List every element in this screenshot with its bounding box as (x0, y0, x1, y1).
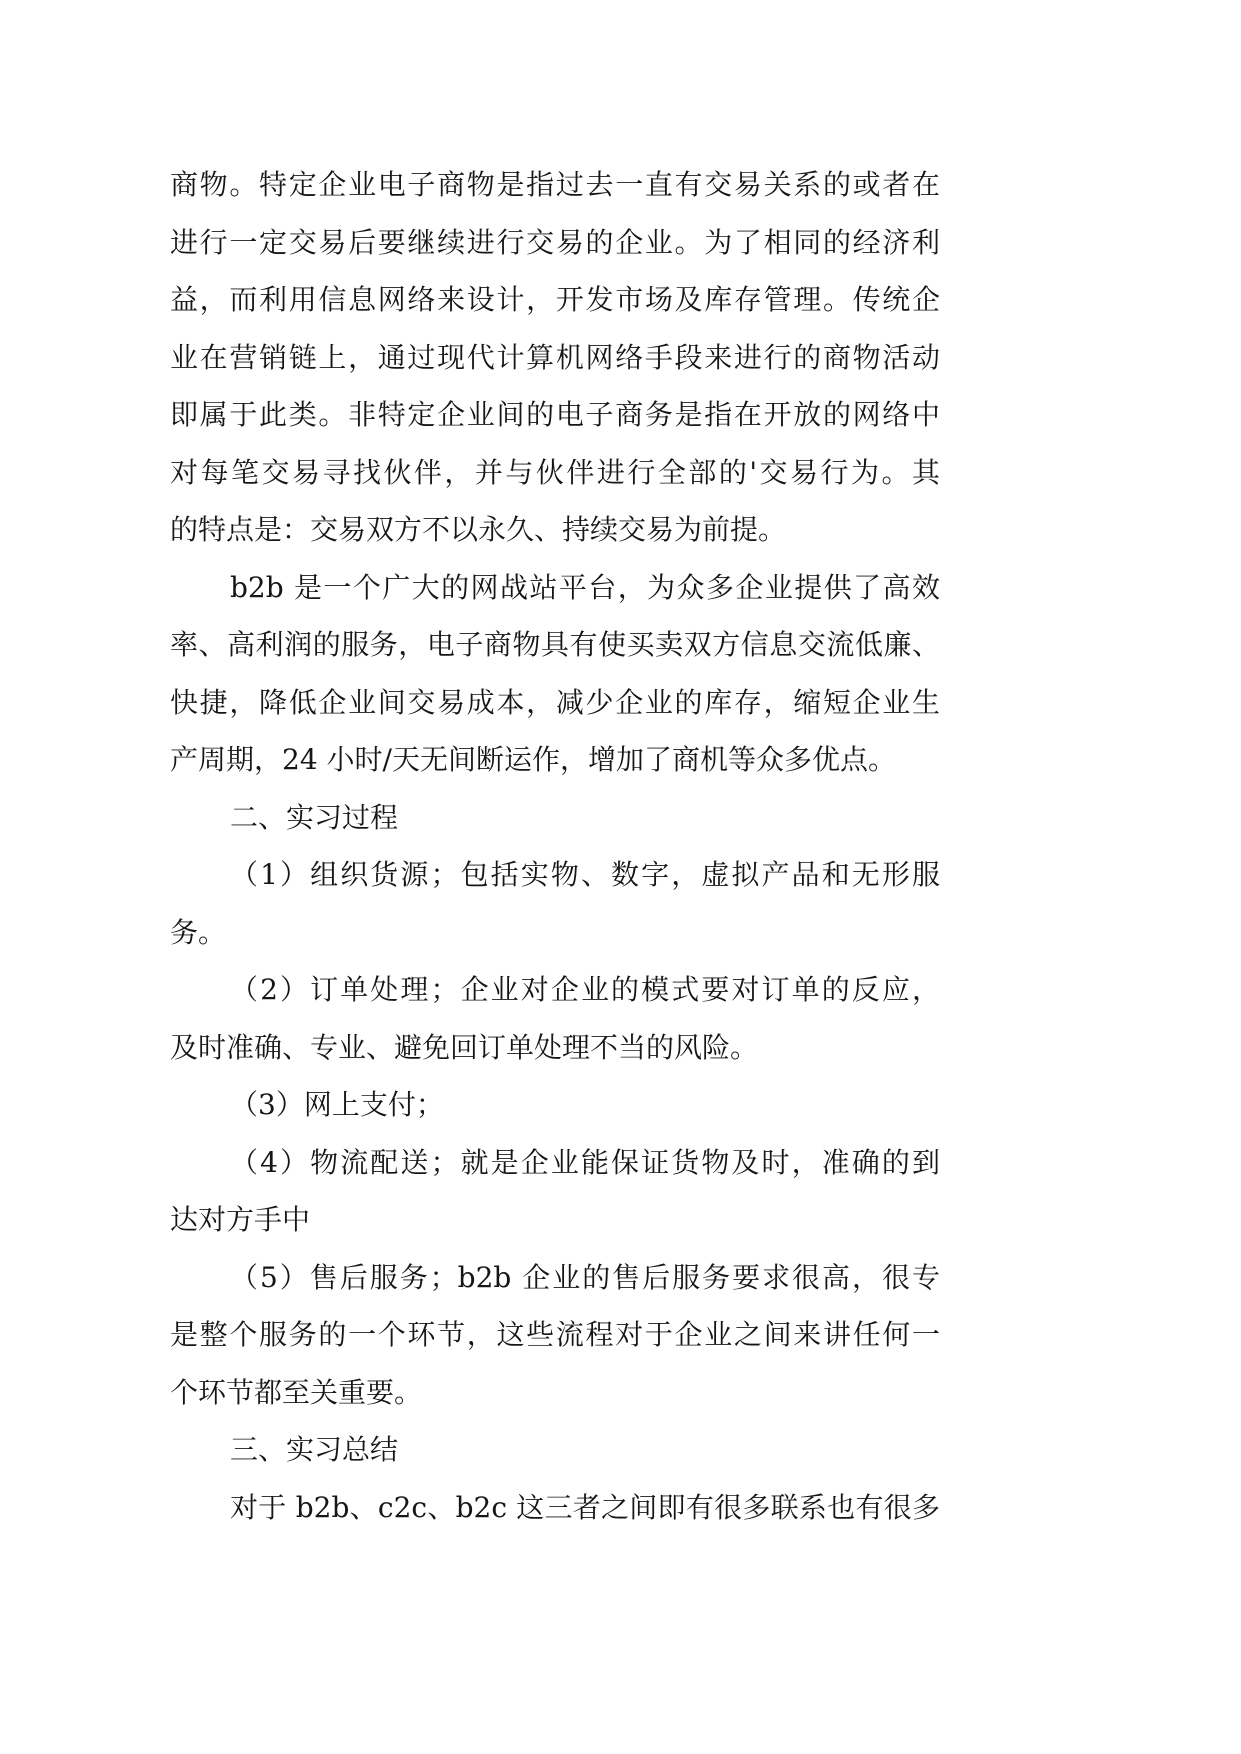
text-line: 对于 b2b、c2c、b2c 这三者之间即有很多联系也有很多 (230, 1490, 940, 1524)
text-line: 率、高利润的服务，电子商物具有使买卖双方信息交流低廉、 (170, 628, 940, 661)
text-line: 及时准确、专业、避免回订单处理不当的风险。 (170, 1030, 759, 1064)
section-heading-text: 二、实习过程 (230, 800, 399, 834)
text-line: 达对方手中 (170, 1203, 311, 1236)
text-line: （2）订单处理；企业对企业的模式要对订单的反应， (230, 973, 940, 1006)
paragraph (170, 559, 940, 789)
text-line: 业在营销链上，通过现代计算机网络手段来进行的商物活动 (170, 340, 940, 374)
text-line: 快捷，降低企业间交易成本，减少企业的库存，缩短企业生 (170, 685, 940, 719)
text-line: 的特点是：交易双方不以永久、持续交易为前提。 (170, 513, 787, 546)
list-item (170, 846, 940, 961)
text-line: （1）组织货源；包括实物、数字，虚拟产品和无形服 (230, 858, 940, 891)
text-line: （4）物流配送；就是企业能保证货物及时，准确的到 (230, 1145, 940, 1179)
text-line: 商物。特定企业电子商物是指过去一直有交易关系的或者在 (170, 168, 940, 201)
list-item (170, 1249, 940, 1422)
text-line: 进行一定交易后要继续进行交易的企业。为了相同的经济利 (170, 225, 940, 259)
section-heading-text: 三、实习总结 (230, 1433, 399, 1466)
list-item (170, 1134, 940, 1249)
text-line: b2b 是一个广大的网战站平台，为众多企业提供了高效 (230, 570, 940, 604)
section-heading (170, 789, 940, 847)
text-line: 即属于此类。非特定企业间的电子商务是指在开放的网络中 (170, 398, 940, 431)
text-line: 是整个服务的一个环节，这些流程对于企业之间来讲任何一 (170, 1318, 940, 1351)
section-heading (170, 1421, 940, 1479)
text-line: （5）售后服务；b2b 企业的售后服务要求很高，很专 (230, 1260, 940, 1294)
paragraph (170, 1479, 940, 1537)
text-line: 对每笔交易寻找伙伴，并与伙伴进行全部的'交易行为。其 (170, 455, 940, 489)
text-line: 个环节都至关重要。 (170, 1375, 423, 1409)
text-line: （3）网上支付； (230, 1088, 444, 1121)
text-line: 益，而利用信息网络来设计，开发市场及库存管理。传统企 (170, 283, 940, 316)
list-item (170, 961, 940, 1076)
paragraph-continued (170, 156, 940, 559)
text-line: 产周期，24 小时/天无间断运作，增加了商机等众多优点。 (170, 743, 896, 776)
list-item (170, 1076, 940, 1134)
text-line: 务。 (170, 915, 227, 949)
body-text (170, 156, 940, 1536)
